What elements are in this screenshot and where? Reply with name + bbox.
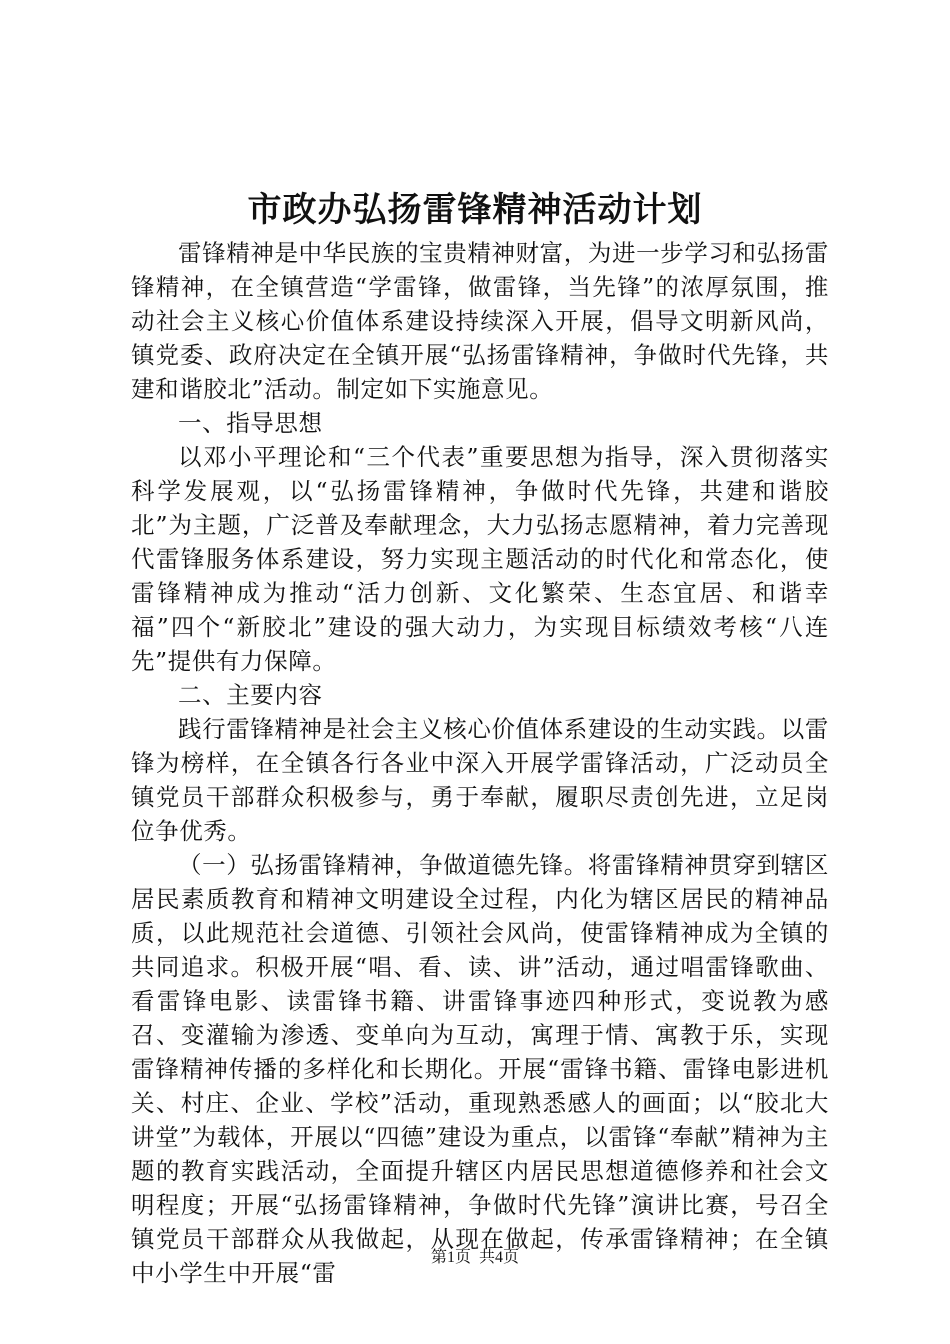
document-body: [131, 236, 829, 1290]
page-number-footer: [0, 1247, 950, 1269]
intro-paragraph: 雷锋精神是中华民族的宝贵精神财富，为进一步学习和弘扬雷锋精神，在全镇营造“学雷锋，做雷锋，当先锋”的浓厚氛围，推动社会主义核心价值体系建设持续深入开展，倡导文明新风尚，镇党委、政府决定在全镇开展“弘扬雷锋精神，争做时代先锋，共建和谐胶北”活动。制定如下实施意见。: [131, 239, 829, 403]
document-title: 市政办弘扬雷锋精神活动计划: [247, 190, 703, 230]
section-heading-main-content: 二、主要内容: [178, 681, 323, 709]
page-number-label: 第1页 共4页: [430, 1249, 519, 1266]
moral-pioneer-paragraph: （一）弘扬雷锋精神，争做道德先锋。将雷锋精神贯穿到辖区居民素质教育和精神文明建设全过程，内化为辖区居民的精神品质，以此规范社会道德、引领社会风尚，使雷锋精神成为全镇的共同追求。积极开展“唱、看、读、讲”活动，通过唱雷锋歌曲、看雷锋电影、读雷锋书籍、讲雷锋事迹四种形式，变说教为感召、变灌输为渗透、变单向为互动，寓理于情、寓教于乐，实现雷锋精神传播的多样化和长期化。开展“雷锋书籍、雷锋电影进机关、村庄、企业、学校”活动，重现熟悉感人的画面；以“胶北大讲堂”为载体，开展以“四德”建设为重点，以雷锋“奉献”精神为主题的教育实践活动，全面提升辖区内居民思想道德修养和社会文明程度；开展“弘扬雷锋精神，争做时代先锋”演讲比赛，号召全镇党员干部群众从我做起，从现在做起，传承雷锋精神；在全镇中小学生中开展“雷: [131, 851, 829, 1287]
section-heading-guiding-ideology: 一、指导思想: [178, 409, 323, 437]
guiding-ideology-paragraph: 以邓小平理论和“三个代表”重要思想为指导，深入贯彻落实科学发展观，以“弘扬雷锋精神，争做时代先锋，共建和谐胶北”为主题，广泛普及奉献理念，大力弘扬志愿精神，着力完善现代雷锋服务体系建设，努力实现主题活动的时代化和常态化，使雷锋精神成为推动“活力创新、文化繁荣、生态宜居、和谐幸福”四个“新胶北”建设的强大动力，为实现目标绩效考核“八连先”提供有力保障。: [131, 443, 829, 675]
main-content-paragraph: 践行雷锋精神是社会主义核心价值体系建设的生动实践。以雷锋为榜样，在全镇各行各业中深入开展学雷锋活动，广泛动员全镇党员干部群众积极参与，勇于奉献，履职尽责创先进，立足岗位争优秀。: [131, 715, 829, 845]
